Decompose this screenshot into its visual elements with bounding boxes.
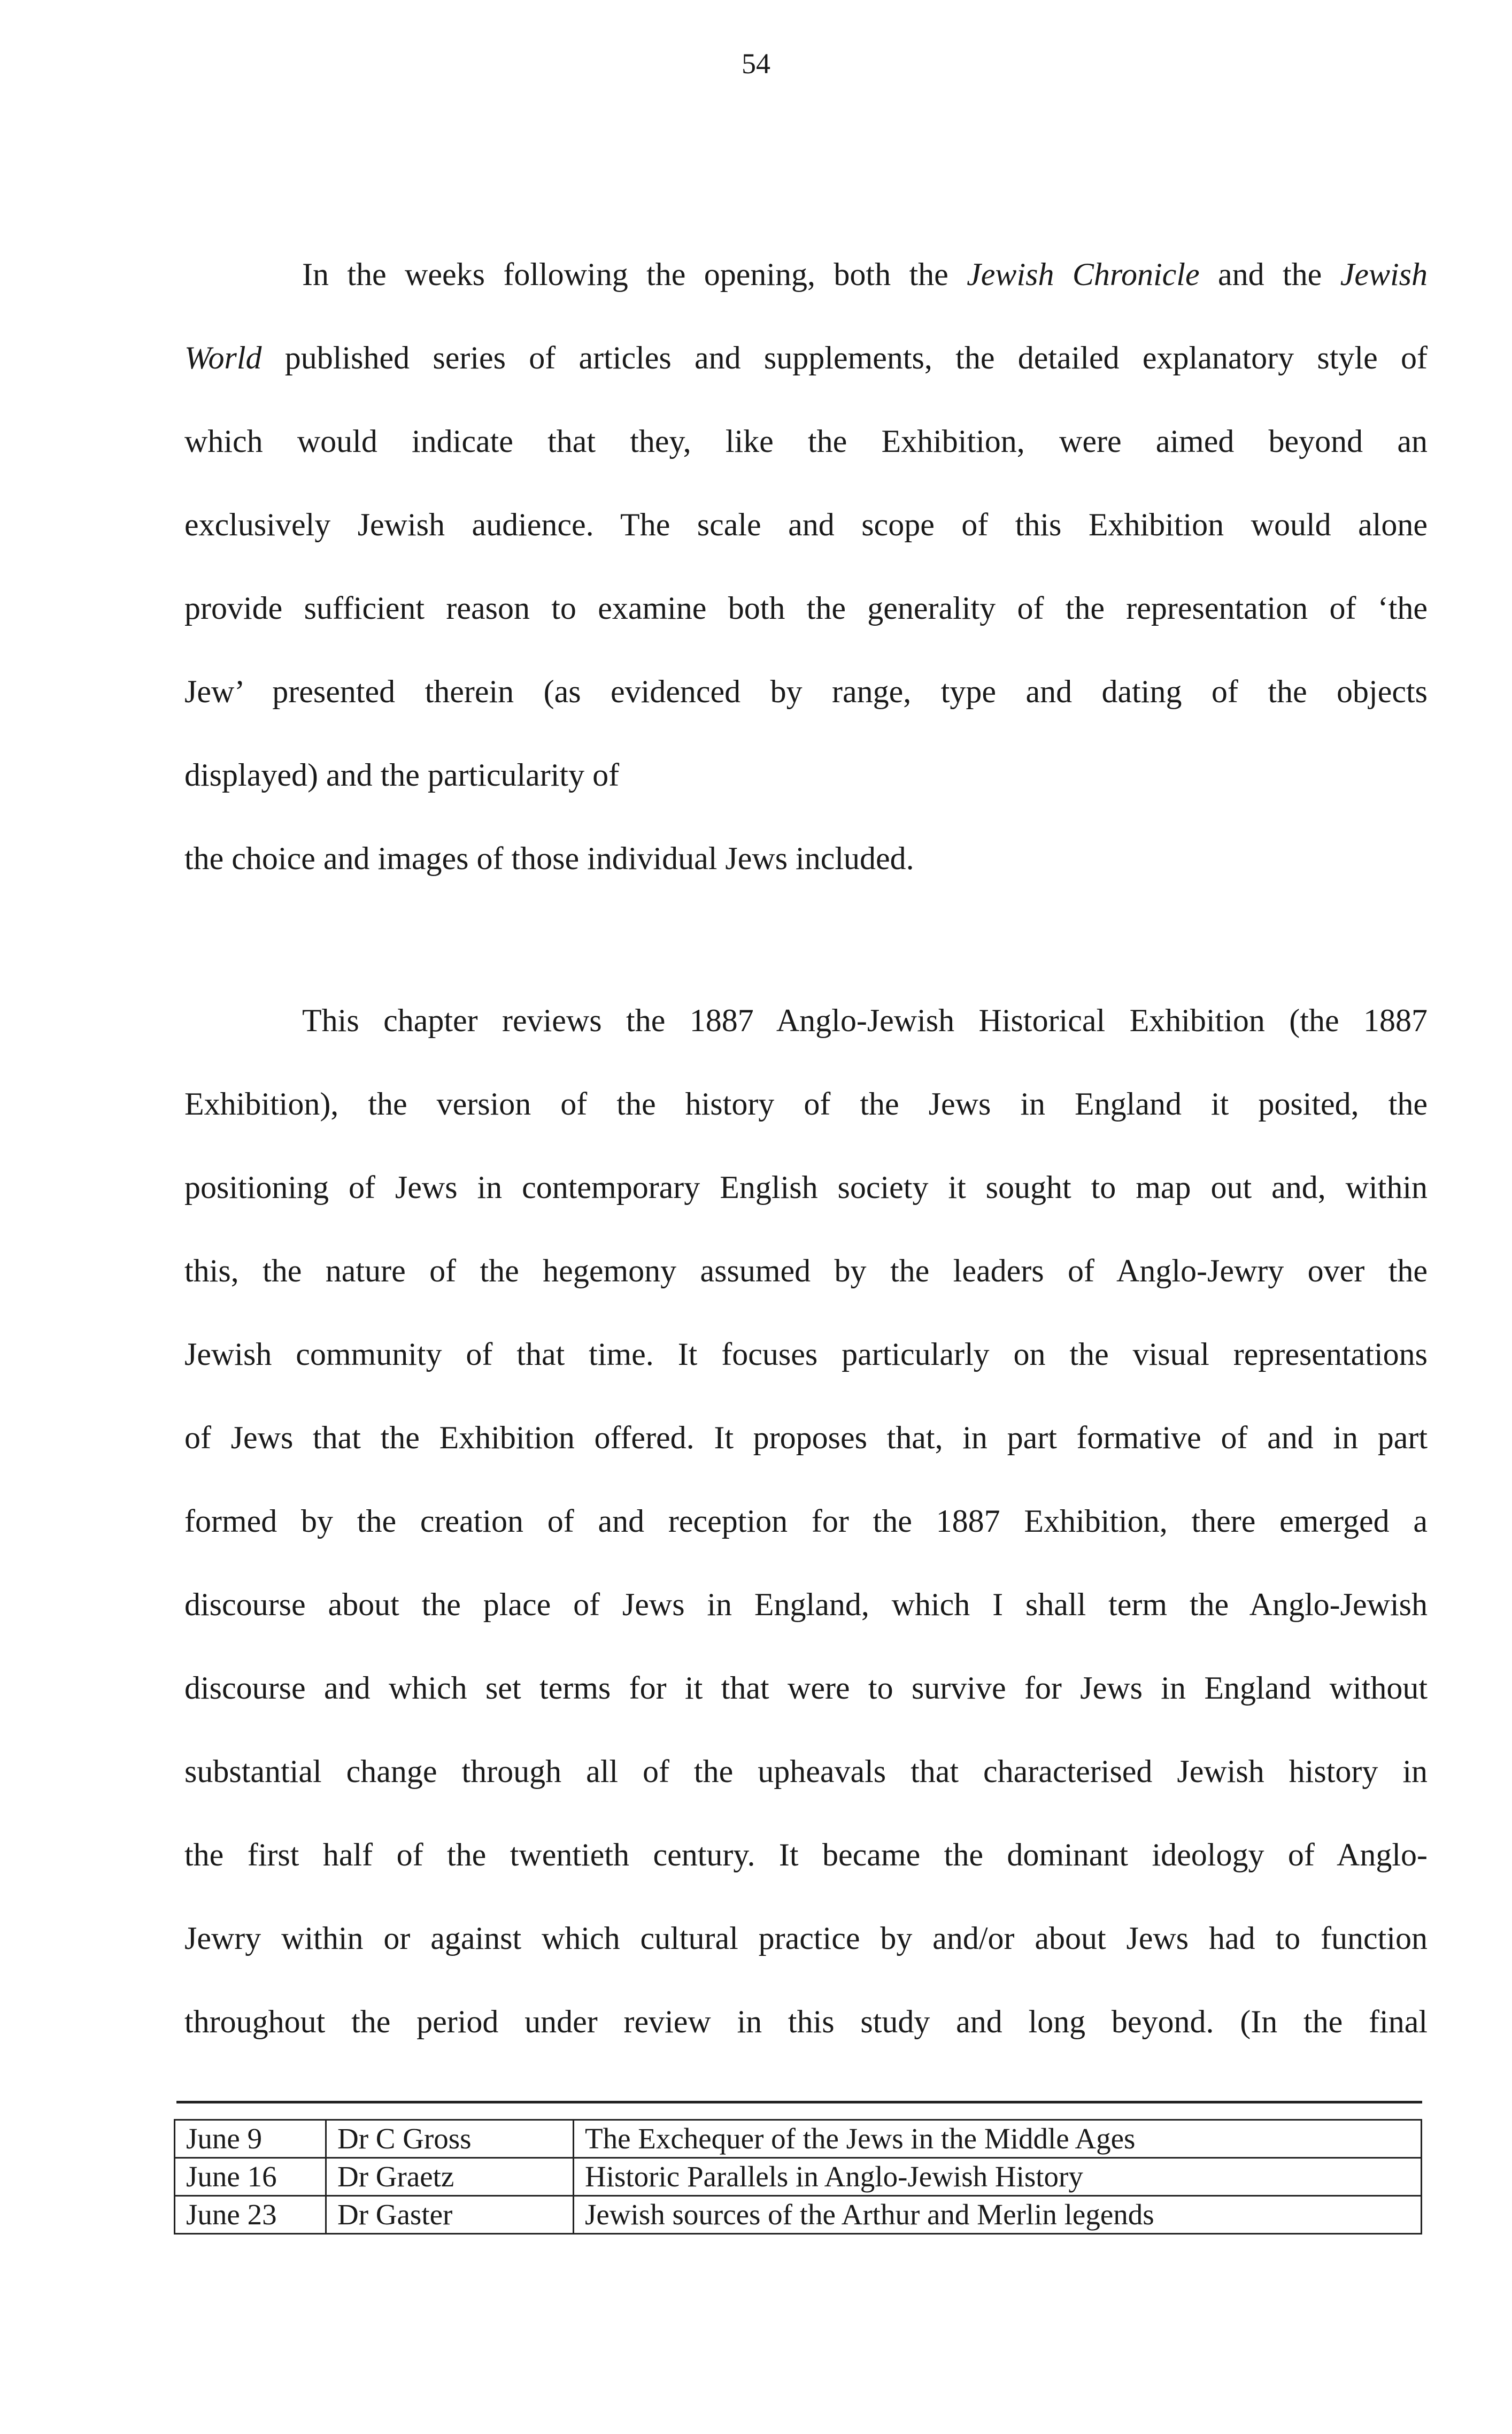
lecture-date: June 9 [175, 2120, 326, 2158]
lecture-title: Jewish sources of the Arthur and Merlin legends [574, 2196, 1422, 2234]
paragraph-chapter-overview [184, 979, 1428, 2063]
text-line: discourse and which set terms for it that were to survive for Jews in England without [184, 1670, 1428, 1706]
text-line: provide sufficient reason to examine both the generality of the representation of ‘the [184, 590, 1428, 626]
page-number: 54 [742, 48, 770, 80]
text-line: which would indicate that they, like the Exhibition, were aimed beyond an [184, 424, 1428, 459]
text-line: World published series of articles and supplements, the detailed explanatory style of [184, 340, 1428, 375]
text-line: exclusively Jewish audience. The scale and scope of this Exhibition would alone [184, 507, 1428, 542]
text-line: throughout the period under review in this study and long beyond. (In the final [184, 2004, 1428, 2039]
table-row [175, 2120, 1422, 2158]
lecture-date: June 16 [175, 2158, 326, 2196]
lecture-speaker: Dr C Gross [326, 2120, 574, 2158]
lecture-schedule-table [174, 2119, 1422, 2235]
text-line: In the weeks following the opening, both the Jewish Chronicle and the Jewish [302, 257, 1428, 292]
text-line: of Jews that the Exhibition offered. It proposes that, in part formative of and in part [184, 1420, 1428, 1455]
footnote-separator [176, 2101, 1422, 2103]
text-line: Exhibition), the version of the history of the Jews in England it posited, the [184, 1086, 1428, 1122]
table-row [175, 2158, 1422, 2196]
text-line: the choice and images of those individual Jews included. [184, 841, 914, 876]
table-row [175, 2196, 1422, 2234]
text-line: Jewry within or against which cultural practice by and/or about Jews had to function [184, 1921, 1428, 1956]
text-line: this, the nature of the hegemony assumed by the leaders of Anglo-Jewry over the [184, 1253, 1428, 1288]
text-line: This chapter reviews the 1887 Anglo-Jewish Historical Exhibition (the 1887 [302, 1003, 1428, 1038]
text-line: Jew’ presented therein (as evidenced by range, type and dating of the objects [184, 674, 1428, 709]
text-line: the first half of the twentieth century. It became the dominant ideology of Anglo- [184, 1837, 1428, 1872]
text-line: displayed) and the particularity of [184, 757, 620, 793]
periodical-title: Jewish Chronicle [967, 257, 1200, 292]
lecture-title: Historic Parallels in Anglo-Jewish History [574, 2158, 1422, 2196]
periodical-title: Jewish [1340, 257, 1428, 292]
text-line: formed by the creation of and reception for the 1887 Exhibition, there emerged a [184, 1503, 1428, 1539]
lecture-date: June 23 [175, 2196, 326, 2234]
paragraph-exhibition-press [184, 233, 1428, 900]
periodical-title: World [184, 340, 262, 375]
lecture-title: The Exchequer of the Jews in the Middle Ages [574, 2120, 1422, 2158]
text-line: positioning of Jews in contemporary English society it sought to map out and, within [184, 1170, 1428, 1205]
lecture-speaker: Dr Gaster [326, 2196, 574, 2234]
text-line: substantial change through all of the upheavals that characterised Jewish history in [184, 1754, 1428, 1789]
text-line: discourse about the place of Jews in England, which I shall term the Anglo-Jewish [184, 1587, 1428, 1622]
lecture-speaker: Dr Graetz [326, 2158, 574, 2196]
text-line: Jewish community of that time. It focuses particularly on the visual representations [184, 1337, 1428, 1372]
